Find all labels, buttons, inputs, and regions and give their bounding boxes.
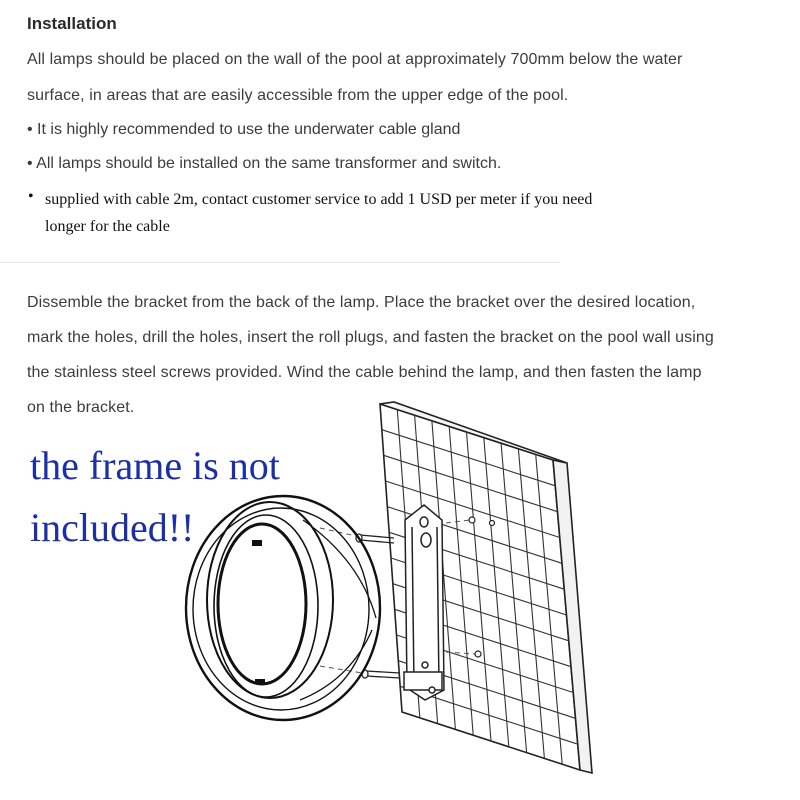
section-heading: Installation	[27, 14, 117, 33]
bracket-line-1: Dissemble the bracket from the back of the lamp. Place the bracket over the desired location,	[27, 294, 696, 311]
lamp	[186, 496, 380, 720]
bracket-line-2: mark the holes, drill the holes, insert the roll plugs, and fasten the bracket on the pool wall using	[27, 329, 714, 346]
cable-note-bullet: •	[28, 188, 34, 205]
cable-note-line-1: supplied with cable 2m, contact customer service to add 1 USD per meter if you need	[45, 191, 593, 208]
frame-note-line-2: included!!	[30, 505, 195, 550]
bracket-line-3: the stainless steel screws provided. Wind the cable behind the lamp, and then fasten the lamp	[27, 364, 702, 381]
cable-note-line-2: longer for the cable	[45, 218, 170, 235]
frame-note-line-1: the frame is not	[30, 443, 280, 488]
intro-line-2: surface, in areas that are easily accessible from the upper edge of the pool.	[27, 87, 569, 104]
mounting-bracket	[404, 505, 444, 700]
bracket-line-4: on the bracket.	[27, 399, 135, 416]
intro-line-1: All lamps should be placed on the wall of the pool at approximately 700mm below the water	[27, 51, 683, 68]
bullet-cable-gland: • It is highly recommended to use the underwater cable gland	[27, 121, 461, 138]
bullet-transformer: • All lamps should be installed on the same transformer and switch.	[27, 155, 502, 172]
